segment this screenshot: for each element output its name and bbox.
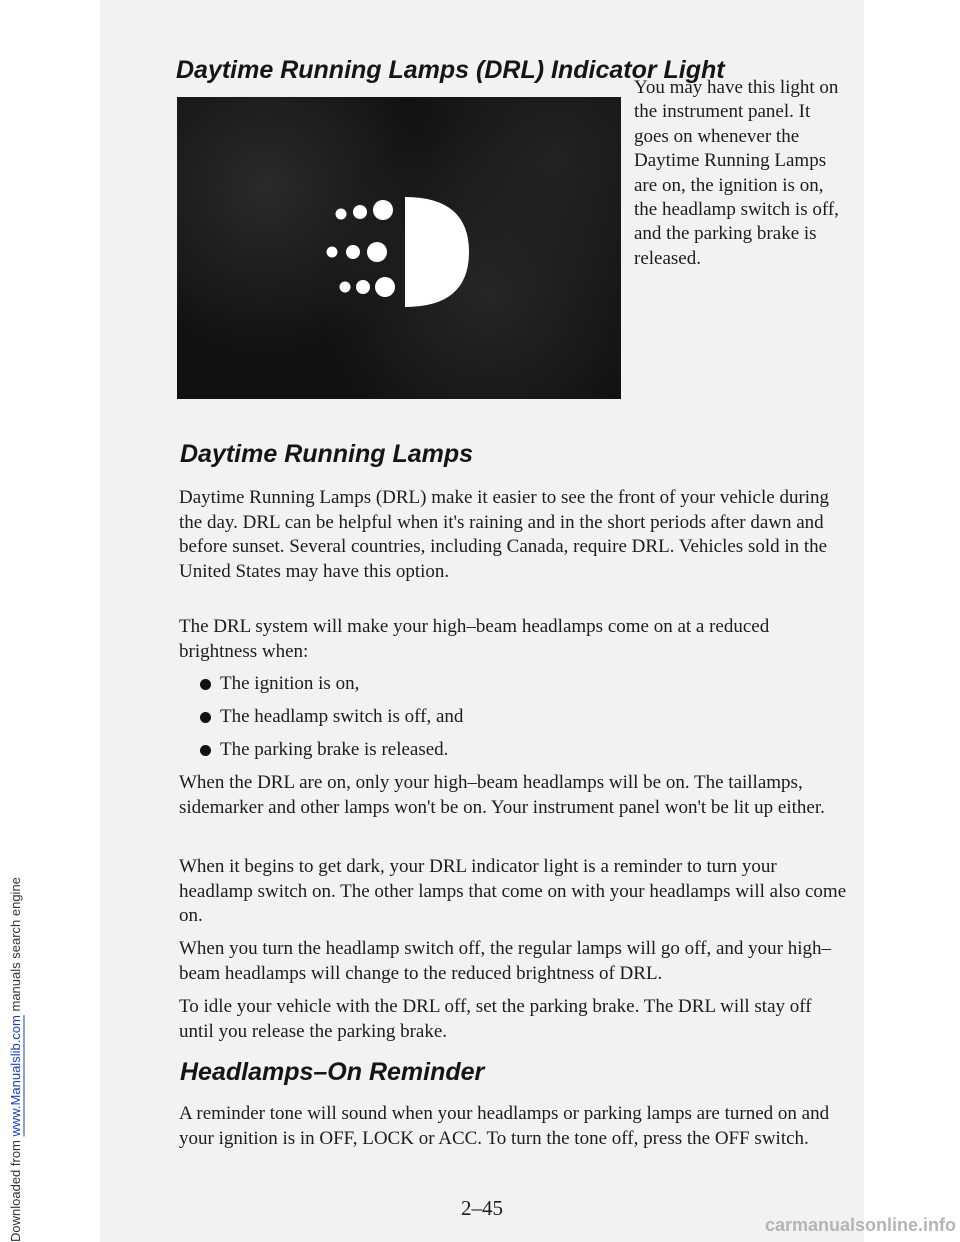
reminder-paragraph: A reminder tone will sound when your headlamps or parking lamps are turned on and your ignition is in OFF, LOCK or ACC. To turn the tone off, press the OFF switch. bbox=[179, 1103, 830, 1149]
page-number: 2–45 bbox=[461, 1196, 503, 1220]
lamp-rays bbox=[327, 200, 396, 297]
drl-heading: Daytime Running Lamps bbox=[180, 440, 474, 468]
manualslib-link[interactable]: www.Manualslib.com bbox=[8, 1015, 23, 1137]
drl-indicator-image bbox=[177, 97, 621, 399]
list-item: The headlamp switch is off, and bbox=[200, 705, 463, 738]
drl-paragraph-2: The DRL system will make your high–beam headlamps come on at a reduced brightness when: bbox=[179, 616, 770, 662]
drl-paragraph-5: When you turn the headlamp switch off, the regular lamps will go off, and your high–beam headlamps will change to the reduced brightness of DRL. bbox=[179, 938, 832, 984]
manual-page bbox=[100, 0, 864, 1242]
drl-indicator-icon bbox=[177, 97, 621, 399]
lamp-shape bbox=[405, 197, 469, 307]
drl-paragraph-6: To idle your vehicle with the DRL off, set the parking brake. The DRL will stay off until you release the parking brake. bbox=[179, 996, 812, 1042]
watermark: carmanualsonline.info bbox=[764, 1215, 956, 1235]
drl-indicator-heading: Daytime Running Lamps (DRL) Indicator Light bbox=[176, 56, 725, 84]
download-prefix: Downloaded from bbox=[8, 1136, 23, 1242]
download-source-note bbox=[8, 0, 32, 1242]
drl-paragraph-4: When it begins to get dark, your DRL indicator light is a reminder to turn your headlamp switch on. The other lamps that come on with your headlamps will also come on. bbox=[179, 856, 847, 926]
bullet-icon bbox=[200, 679, 211, 690]
list-item: The parking brake is released. bbox=[200, 738, 463, 771]
bullet-icon bbox=[200, 745, 211, 756]
drl-conditions-list bbox=[200, 672, 463, 771]
drl-indicator-description: You may have this light on the instrument panel. It goes on whenever the Daytime Running Lamps are on, the ignition is on, the headlamp switch is off, and the parking brake is released. bbox=[634, 77, 839, 269]
drl-paragraph-1: Daytime Running Lamps (DRL) make it easier to see the front of your vehicle during the day. DRL can be helpful when it's raining and in the short periods after dawn and before sunset. Several countries, including Canada, require DRL. Vehicles sold in the United States may have this option. bbox=[179, 487, 830, 582]
bullet-icon bbox=[200, 712, 211, 723]
download-suffix: manuals search engine bbox=[8, 877, 23, 1016]
list-item: The ignition is on, bbox=[200, 672, 463, 705]
drl-paragraph-3: When the DRL are on, only your high–beam headlamps will be on. The taillamps, sidemarker and other lamps won't be on. Your instrument panel won't be lit up either. bbox=[179, 772, 825, 818]
headlamps-on-reminder-heading: Headlamps–On Reminder bbox=[180, 1058, 485, 1086]
